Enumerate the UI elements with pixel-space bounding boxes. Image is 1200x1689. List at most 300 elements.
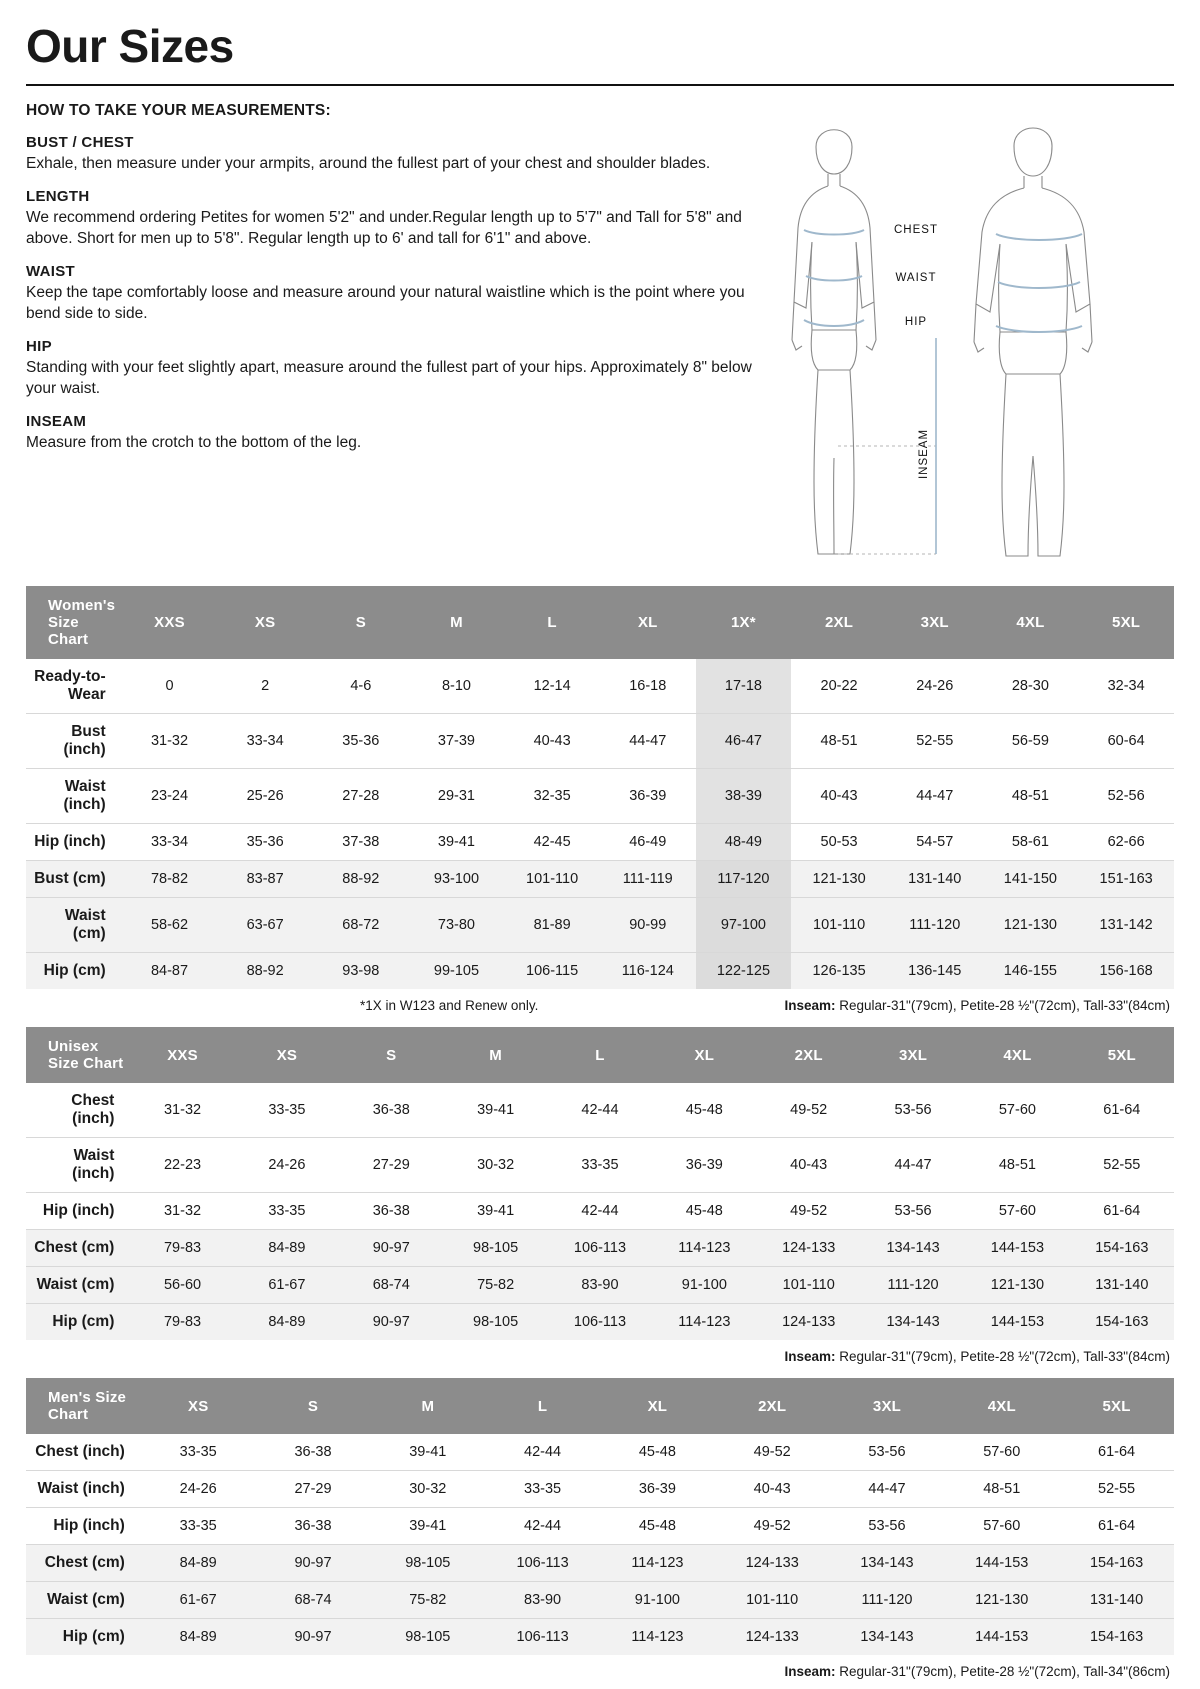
table-cell: 37-38 — [313, 824, 409, 861]
column-header: 4XL — [944, 1378, 1059, 1434]
table-cell: 75-82 — [443, 1267, 547, 1304]
table-cell: 52-55 — [1070, 1138, 1174, 1193]
table-cell: 48-51 — [983, 769, 1079, 824]
column-header: XS — [217, 586, 313, 659]
table-cell: 68-74 — [339, 1267, 443, 1304]
table-cell: 60-64 — [1078, 714, 1174, 769]
table-cell: 35-36 — [217, 824, 313, 861]
table-cell: 98-105 — [370, 1545, 485, 1582]
unisex-size-chart — [26, 1027, 1174, 1364]
table-head — [26, 1027, 1174, 1083]
table-body — [26, 1434, 1174, 1655]
table-cell: 48-51 — [965, 1138, 1069, 1193]
row-label: Hip (inch) — [26, 1193, 130, 1230]
male-figure-icon — [974, 128, 1092, 556]
column-header: 5XL — [1078, 586, 1174, 659]
table-cell: 40-43 — [504, 714, 600, 769]
table-cell: 46-47 — [696, 714, 792, 769]
table-cell: 144-153 — [965, 1304, 1069, 1341]
table-cell: 27-29 — [339, 1138, 443, 1193]
table-row — [26, 1471, 1174, 1508]
table-cell: 44-47 — [887, 769, 983, 824]
inseam-note — [784, 1349, 1170, 1364]
table-cell: 131-140 — [1070, 1267, 1174, 1304]
table-cell: 81-89 — [504, 898, 600, 953]
table-row — [26, 861, 1174, 898]
table-cell: 33-35 — [485, 1471, 600, 1508]
row-label: Chest (inch) — [26, 1434, 141, 1471]
instruction-title: BUST / CHEST — [26, 134, 134, 152]
table-cell: 58-62 — [122, 898, 218, 953]
table-cell: 84-89 — [235, 1304, 339, 1341]
table-cell: 131-140 — [887, 861, 983, 898]
figure-label-waist: WAIST — [895, 272, 937, 285]
table-cell: 136-145 — [887, 953, 983, 990]
table-cell: 68-72 — [313, 898, 409, 953]
table-cell: 57-60 — [965, 1193, 1069, 1230]
table-cell: 27-29 — [256, 1471, 371, 1508]
table-cell: 53-56 — [830, 1434, 945, 1471]
table-cell: 90-99 — [600, 898, 696, 953]
column-header: XS — [235, 1027, 339, 1083]
table-cell: 134-143 — [861, 1304, 965, 1341]
column-header: 5XL — [1070, 1027, 1174, 1083]
table-cell: 24-26 — [887, 659, 983, 714]
table-cell: 61-67 — [235, 1267, 339, 1304]
table-cell: 45-48 — [652, 1083, 756, 1138]
table-cell: 73-80 — [409, 898, 505, 953]
table-cell: 101-110 — [757, 1267, 861, 1304]
table-cell: 101-110 — [715, 1582, 830, 1619]
table-cell: 57-60 — [944, 1434, 1059, 1471]
table-cell: 91-100 — [652, 1267, 756, 1304]
column-header: S — [256, 1378, 371, 1434]
table-cell: 83-90 — [485, 1582, 600, 1619]
row-label: Hip (inch) — [26, 1508, 141, 1545]
table-title-cell: Women's Size Chart — [26, 586, 122, 659]
table-cell: 49-52 — [715, 1508, 830, 1545]
column-header: 5XL — [1059, 1378, 1174, 1434]
table-cell: 53-56 — [830, 1508, 945, 1545]
table-cell: 114-123 — [652, 1230, 756, 1267]
table-cell: 88-92 — [217, 953, 313, 990]
table-cell: 31-32 — [130, 1083, 234, 1138]
table-title-cell: Unisex Size Chart — [26, 1027, 130, 1083]
table-cell: 48-51 — [944, 1471, 1059, 1508]
table-cell: 84-87 — [122, 953, 218, 990]
table-cell: 83-87 — [217, 861, 313, 898]
column-header: M — [370, 1378, 485, 1434]
row-label: Bust (inch) — [26, 714, 122, 769]
table-cell: 46-49 — [600, 824, 696, 861]
instruction-text: Exhale, then measure under your armpits, around the fullest part of your chest and shoulder blades. — [26, 155, 711, 173]
table-header-row — [26, 586, 1174, 659]
table-cell: 17-18 — [696, 659, 792, 714]
table-cell: 126-135 — [791, 953, 887, 990]
table-row — [26, 769, 1174, 824]
table-cell: 154-163 — [1070, 1230, 1174, 1267]
column-header: L — [548, 1027, 652, 1083]
instruction-title: INSEAM — [26, 412, 87, 430]
row-label: Hip (cm) — [26, 953, 122, 990]
table-cell: 36-38 — [339, 1083, 443, 1138]
table-cell: 121-130 — [791, 861, 887, 898]
table-cell: 0 — [122, 659, 218, 714]
table-row — [26, 824, 1174, 861]
table-cell: 39-41 — [370, 1434, 485, 1471]
table-cell: 79-83 — [130, 1304, 234, 1341]
inseam-note-text: Regular-31"(79cm), Petite-28 ½"(72cm), Tall-33"(84cm) — [835, 998, 1170, 1014]
table-cell: 121-130 — [983, 898, 1079, 953]
table-cell: 61-64 — [1070, 1083, 1174, 1138]
table-cell: 106-113 — [485, 1619, 600, 1656]
table-cell: 36-38 — [339, 1193, 443, 1230]
inseam-note-label: Inseam: — [784, 1664, 836, 1680]
table-cell: 101-110 — [504, 861, 600, 898]
table-head — [26, 586, 1174, 659]
table-cell: 49-52 — [757, 1083, 861, 1138]
table-cell: 54-57 — [887, 824, 983, 861]
table-row — [26, 714, 1174, 769]
table-cell: 32-35 — [504, 769, 600, 824]
figure-label-hip: HIP — [904, 316, 928, 329]
table-cell: 84-89 — [235, 1230, 339, 1267]
table-cell: 97-100 — [696, 898, 792, 953]
table-cell: 48-49 — [696, 824, 792, 861]
table-row — [26, 1582, 1174, 1619]
table-cell: 53-56 — [861, 1083, 965, 1138]
instructions-heading: HOW TO TAKE YOUR MEASUREMENTS: — [26, 102, 331, 120]
instruction-length — [26, 188, 766, 250]
table-body — [26, 659, 1174, 989]
table-cell: 106-113 — [548, 1230, 652, 1267]
table-cell: 154-163 — [1070, 1304, 1174, 1341]
row-label: Chest (inch) — [26, 1083, 130, 1138]
figure-label-inseam: INSEAM — [918, 429, 930, 480]
table-cell: 62-66 — [1078, 824, 1174, 861]
table-cell: 33-35 — [235, 1083, 339, 1138]
table-header-row — [26, 1378, 1174, 1434]
row-label: Chest (cm) — [26, 1545, 141, 1582]
instruction-title: LENGTH — [26, 188, 90, 206]
table-row — [26, 1619, 1174, 1656]
table-cell: 49-52 — [757, 1193, 861, 1230]
table-cell: 28-30 — [983, 659, 1079, 714]
column-header: L — [485, 1378, 600, 1434]
table-cell: 84-89 — [141, 1545, 256, 1582]
inseam-note-label: Inseam: — [784, 1349, 836, 1365]
table-cell: 25-26 — [217, 769, 313, 824]
table-cell: 63-67 — [217, 898, 313, 953]
figures-svg — [776, 102, 1176, 572]
table-cell: 40-43 — [791, 769, 887, 824]
column-header: 3XL — [830, 1378, 945, 1434]
table-cell: 75-82 — [370, 1582, 485, 1619]
column-header: XXS — [130, 1027, 234, 1083]
table-cell: 52-56 — [1078, 769, 1174, 824]
table-cell: 35-36 — [313, 714, 409, 769]
table-cell: 44-47 — [600, 714, 696, 769]
table-row — [26, 1138, 1174, 1193]
table-cell: 23-24 — [122, 769, 218, 824]
table-cell: 124-133 — [757, 1304, 861, 1341]
body-measurement-figure — [776, 102, 1176, 572]
inseam-note — [784, 1664, 1170, 1679]
table-cell: 33-34 — [122, 824, 218, 861]
table-cell: 154-163 — [1059, 1545, 1174, 1582]
table-cell: 33-35 — [235, 1193, 339, 1230]
table-cell: 52-55 — [887, 714, 983, 769]
table-row — [26, 1230, 1174, 1267]
table-cell: 39-41 — [370, 1508, 485, 1545]
inseam-note-text: Regular-31"(79cm), Petite-28 ½"(72cm), Tall-34"(86cm) — [835, 1664, 1170, 1680]
table-cell: 20-22 — [791, 659, 887, 714]
table-cell: 53-56 — [861, 1193, 965, 1230]
column-header: XL — [652, 1027, 756, 1083]
table-cell: 39-41 — [443, 1083, 547, 1138]
column-header: 4XL — [983, 586, 1079, 659]
table-cell: 40-43 — [757, 1138, 861, 1193]
table-cell: 36-39 — [600, 1471, 715, 1508]
table-cell: 29-31 — [409, 769, 505, 824]
table-cell: 111-120 — [887, 898, 983, 953]
table-cell: 111-120 — [830, 1582, 945, 1619]
table-cell: 90-97 — [339, 1304, 443, 1341]
table-cell: 45-48 — [600, 1508, 715, 1545]
table-row — [26, 659, 1174, 714]
table-cell: 33-35 — [548, 1138, 652, 1193]
table-cell: 111-120 — [861, 1267, 965, 1304]
table-row — [26, 1508, 1174, 1545]
table-body — [26, 1083, 1174, 1340]
column-header: XL — [600, 586, 696, 659]
table-cell: 93-98 — [313, 953, 409, 990]
table-cell: 114-123 — [600, 1545, 715, 1582]
instruction-bust-chest — [26, 134, 766, 175]
table-cell: 144-153 — [944, 1545, 1059, 1582]
table-cell: 8-10 — [409, 659, 505, 714]
table-cell: 30-32 — [370, 1471, 485, 1508]
row-label: Bust (cm) — [26, 861, 122, 898]
table-row — [26, 898, 1174, 953]
inseam-note — [784, 998, 1170, 1013]
table-cell: 48-51 — [791, 714, 887, 769]
row-label: Ready-to-Wear — [26, 659, 122, 714]
column-header: 2XL — [715, 1378, 830, 1434]
table-cell: 31-32 — [122, 714, 218, 769]
table-cell: 32-34 — [1078, 659, 1174, 714]
column-header: XXS — [122, 586, 218, 659]
table-cell: 56-59 — [983, 714, 1079, 769]
table-cell: 39-41 — [409, 824, 505, 861]
table-cell: 68-74 — [256, 1582, 371, 1619]
table-cell: 44-47 — [830, 1471, 945, 1508]
column-header: M — [409, 586, 505, 659]
row-label: Waist (inch) — [26, 769, 122, 824]
table-cell: 78-82 — [122, 861, 218, 898]
mens-notes — [26, 1664, 1174, 1679]
table-cell: 98-105 — [443, 1304, 547, 1341]
table-cell: 124-133 — [715, 1545, 830, 1582]
table-cell: 36-39 — [652, 1138, 756, 1193]
table-cell: 24-26 — [235, 1138, 339, 1193]
row-label: Waist (cm) — [26, 1267, 130, 1304]
instruction-title: HIP — [26, 337, 52, 355]
table-cell: 151-163 — [1078, 861, 1174, 898]
table-cell: 124-133 — [715, 1619, 830, 1656]
table-row — [26, 1083, 1174, 1138]
mens-size-chart — [26, 1378, 1174, 1679]
instruction-inseam — [26, 413, 766, 454]
table-cell: 36-39 — [600, 769, 696, 824]
table-cell: 88-92 — [313, 861, 409, 898]
table-cell: 131-140 — [1059, 1582, 1174, 1619]
table-cell: 146-155 — [983, 953, 1079, 990]
table-cell: 56-60 — [130, 1267, 234, 1304]
table-cell: 117-120 — [696, 861, 792, 898]
table-cell: 33-35 — [141, 1508, 256, 1545]
inseam-note-label: Inseam: — [784, 998, 836, 1014]
table-row — [26, 1434, 1174, 1471]
instruction-text: We recommend ordering Petites for women 5'2" and under.Regular length up to 5'7" and Tall for 5'8" and above. Short for men up to 5'8". Regular length up to 6' and tall for 6'1" and above. — [26, 209, 742, 248]
table-cell: 114-123 — [652, 1304, 756, 1341]
table-cell: 31-32 — [130, 1193, 234, 1230]
instruction-hip — [26, 338, 766, 400]
page-title: Our Sizes — [26, 20, 234, 72]
table-cell: 39-41 — [443, 1193, 547, 1230]
table-cell: 61-67 — [141, 1582, 256, 1619]
row-label: Waist (cm) — [26, 1582, 141, 1619]
table-title-cell: Men's Size Chart — [26, 1378, 141, 1434]
table-cell: 2 — [217, 659, 313, 714]
figure-label-chest: CHEST — [894, 224, 938, 237]
table-row — [26, 1193, 1174, 1230]
table-cell: 131-142 — [1078, 898, 1174, 953]
table-cell: 45-48 — [652, 1193, 756, 1230]
table-cell: 4-6 — [313, 659, 409, 714]
instruction-text: Standing with your feet slightly apart, measure around the fullest part of your hips. Approximately 8" below your waist. — [26, 358, 752, 397]
table-row — [26, 1304, 1174, 1341]
table-cell: 45-48 — [600, 1434, 715, 1471]
table-cell: 154-163 — [1059, 1619, 1174, 1656]
mens-size-table — [26, 1378, 1174, 1655]
table-cell: 84-89 — [141, 1619, 256, 1656]
table-cell: 134-143 — [861, 1230, 965, 1267]
table-cell: 114-123 — [600, 1619, 715, 1656]
instruction-waist — [26, 263, 766, 325]
column-header: S — [339, 1027, 443, 1083]
table-row — [26, 1267, 1174, 1304]
table-cell: 122-125 — [696, 953, 792, 990]
womens-size-chart — [26, 586, 1174, 1013]
inseam-note-text: Regular-31"(79cm), Petite-28 ½"(72cm), Tall-33"(84cm) — [835, 1349, 1170, 1365]
table-cell: 134-143 — [830, 1545, 945, 1582]
column-header: 2XL — [757, 1027, 861, 1083]
table-row — [26, 1545, 1174, 1582]
table-cell: 22-23 — [130, 1138, 234, 1193]
table-cell: 121-130 — [944, 1582, 1059, 1619]
table-cell: 124-133 — [757, 1230, 861, 1267]
womens-notes — [26, 998, 1174, 1013]
table-cell: 58-61 — [983, 824, 1079, 861]
instruction-text: Keep the tape comfortably loose and measure around your natural waistline which is the point where you bend side to side. — [26, 284, 745, 322]
footnote-1x: *1X in W123 and Renew only. — [360, 998, 539, 1014]
table-cell: 106-113 — [485, 1545, 600, 1582]
column-header: 2XL — [791, 586, 887, 659]
instruction-title: WAIST — [26, 263, 75, 281]
table-cell: 36-38 — [256, 1508, 371, 1545]
unisex-notes — [26, 1349, 1174, 1364]
row-label: Chest (cm) — [26, 1230, 130, 1267]
table-cell: 36-38 — [256, 1434, 371, 1471]
column-header: S — [313, 586, 409, 659]
table-cell: 30-32 — [443, 1138, 547, 1193]
table-cell: 91-100 — [600, 1582, 715, 1619]
column-header: XL — [600, 1378, 715, 1434]
top-section — [26, 102, 1174, 572]
table-cell: 52-55 — [1059, 1471, 1174, 1508]
column-header: 3XL — [887, 586, 983, 659]
table-cell: 27-28 — [313, 769, 409, 824]
table-cell: 49-52 — [715, 1434, 830, 1471]
table-cell: 99-105 — [409, 953, 505, 990]
table-cell: 12-14 — [504, 659, 600, 714]
table-cell: 37-39 — [409, 714, 505, 769]
table-cell: 144-153 — [944, 1619, 1059, 1656]
table-cell: 111-119 — [600, 861, 696, 898]
row-label: Waist (inch) — [26, 1138, 130, 1193]
column-header: XS — [141, 1378, 256, 1434]
table-cell: 44-47 — [861, 1138, 965, 1193]
unisex-size-table — [26, 1027, 1174, 1340]
row-label: Hip (cm) — [26, 1304, 130, 1341]
table-cell: 106-115 — [504, 953, 600, 990]
female-figure-icon — [792, 130, 876, 554]
column-header: M — [443, 1027, 547, 1083]
table-cell: 57-60 — [944, 1508, 1059, 1545]
table-cell: 42-44 — [485, 1508, 600, 1545]
table-cell: 61-64 — [1070, 1193, 1174, 1230]
table-cell: 61-64 — [1059, 1508, 1174, 1545]
table-header-row — [26, 1027, 1174, 1083]
table-cell: 156-168 — [1078, 953, 1174, 990]
table-cell: 90-97 — [256, 1619, 371, 1656]
table-cell: 57-60 — [965, 1083, 1069, 1138]
row-label: Waist (inch) — [26, 1471, 141, 1508]
table-cell: 90-97 — [339, 1230, 443, 1267]
womens-size-table — [26, 586, 1174, 989]
table-cell: 33-34 — [217, 714, 313, 769]
table-cell: 106-113 — [548, 1304, 652, 1341]
title-divider — [26, 84, 1174, 86]
table-cell: 144-153 — [965, 1230, 1069, 1267]
table-cell: 98-105 — [443, 1230, 547, 1267]
table-cell: 98-105 — [370, 1619, 485, 1656]
table-cell: 83-90 — [548, 1267, 652, 1304]
table-cell: 42-44 — [485, 1434, 600, 1471]
column-header: 1X* — [696, 586, 792, 659]
table-cell: 38-39 — [696, 769, 792, 824]
table-cell: 101-110 — [791, 898, 887, 953]
table-cell: 24-26 — [141, 1471, 256, 1508]
row-label: Hip (cm) — [26, 1619, 141, 1656]
table-cell: 42-45 — [504, 824, 600, 861]
table-cell: 116-124 — [600, 953, 696, 990]
table-cell: 121-130 — [965, 1267, 1069, 1304]
row-label: Waist (cm) — [26, 898, 122, 953]
table-cell: 79-83 — [130, 1230, 234, 1267]
table-head — [26, 1378, 1174, 1434]
